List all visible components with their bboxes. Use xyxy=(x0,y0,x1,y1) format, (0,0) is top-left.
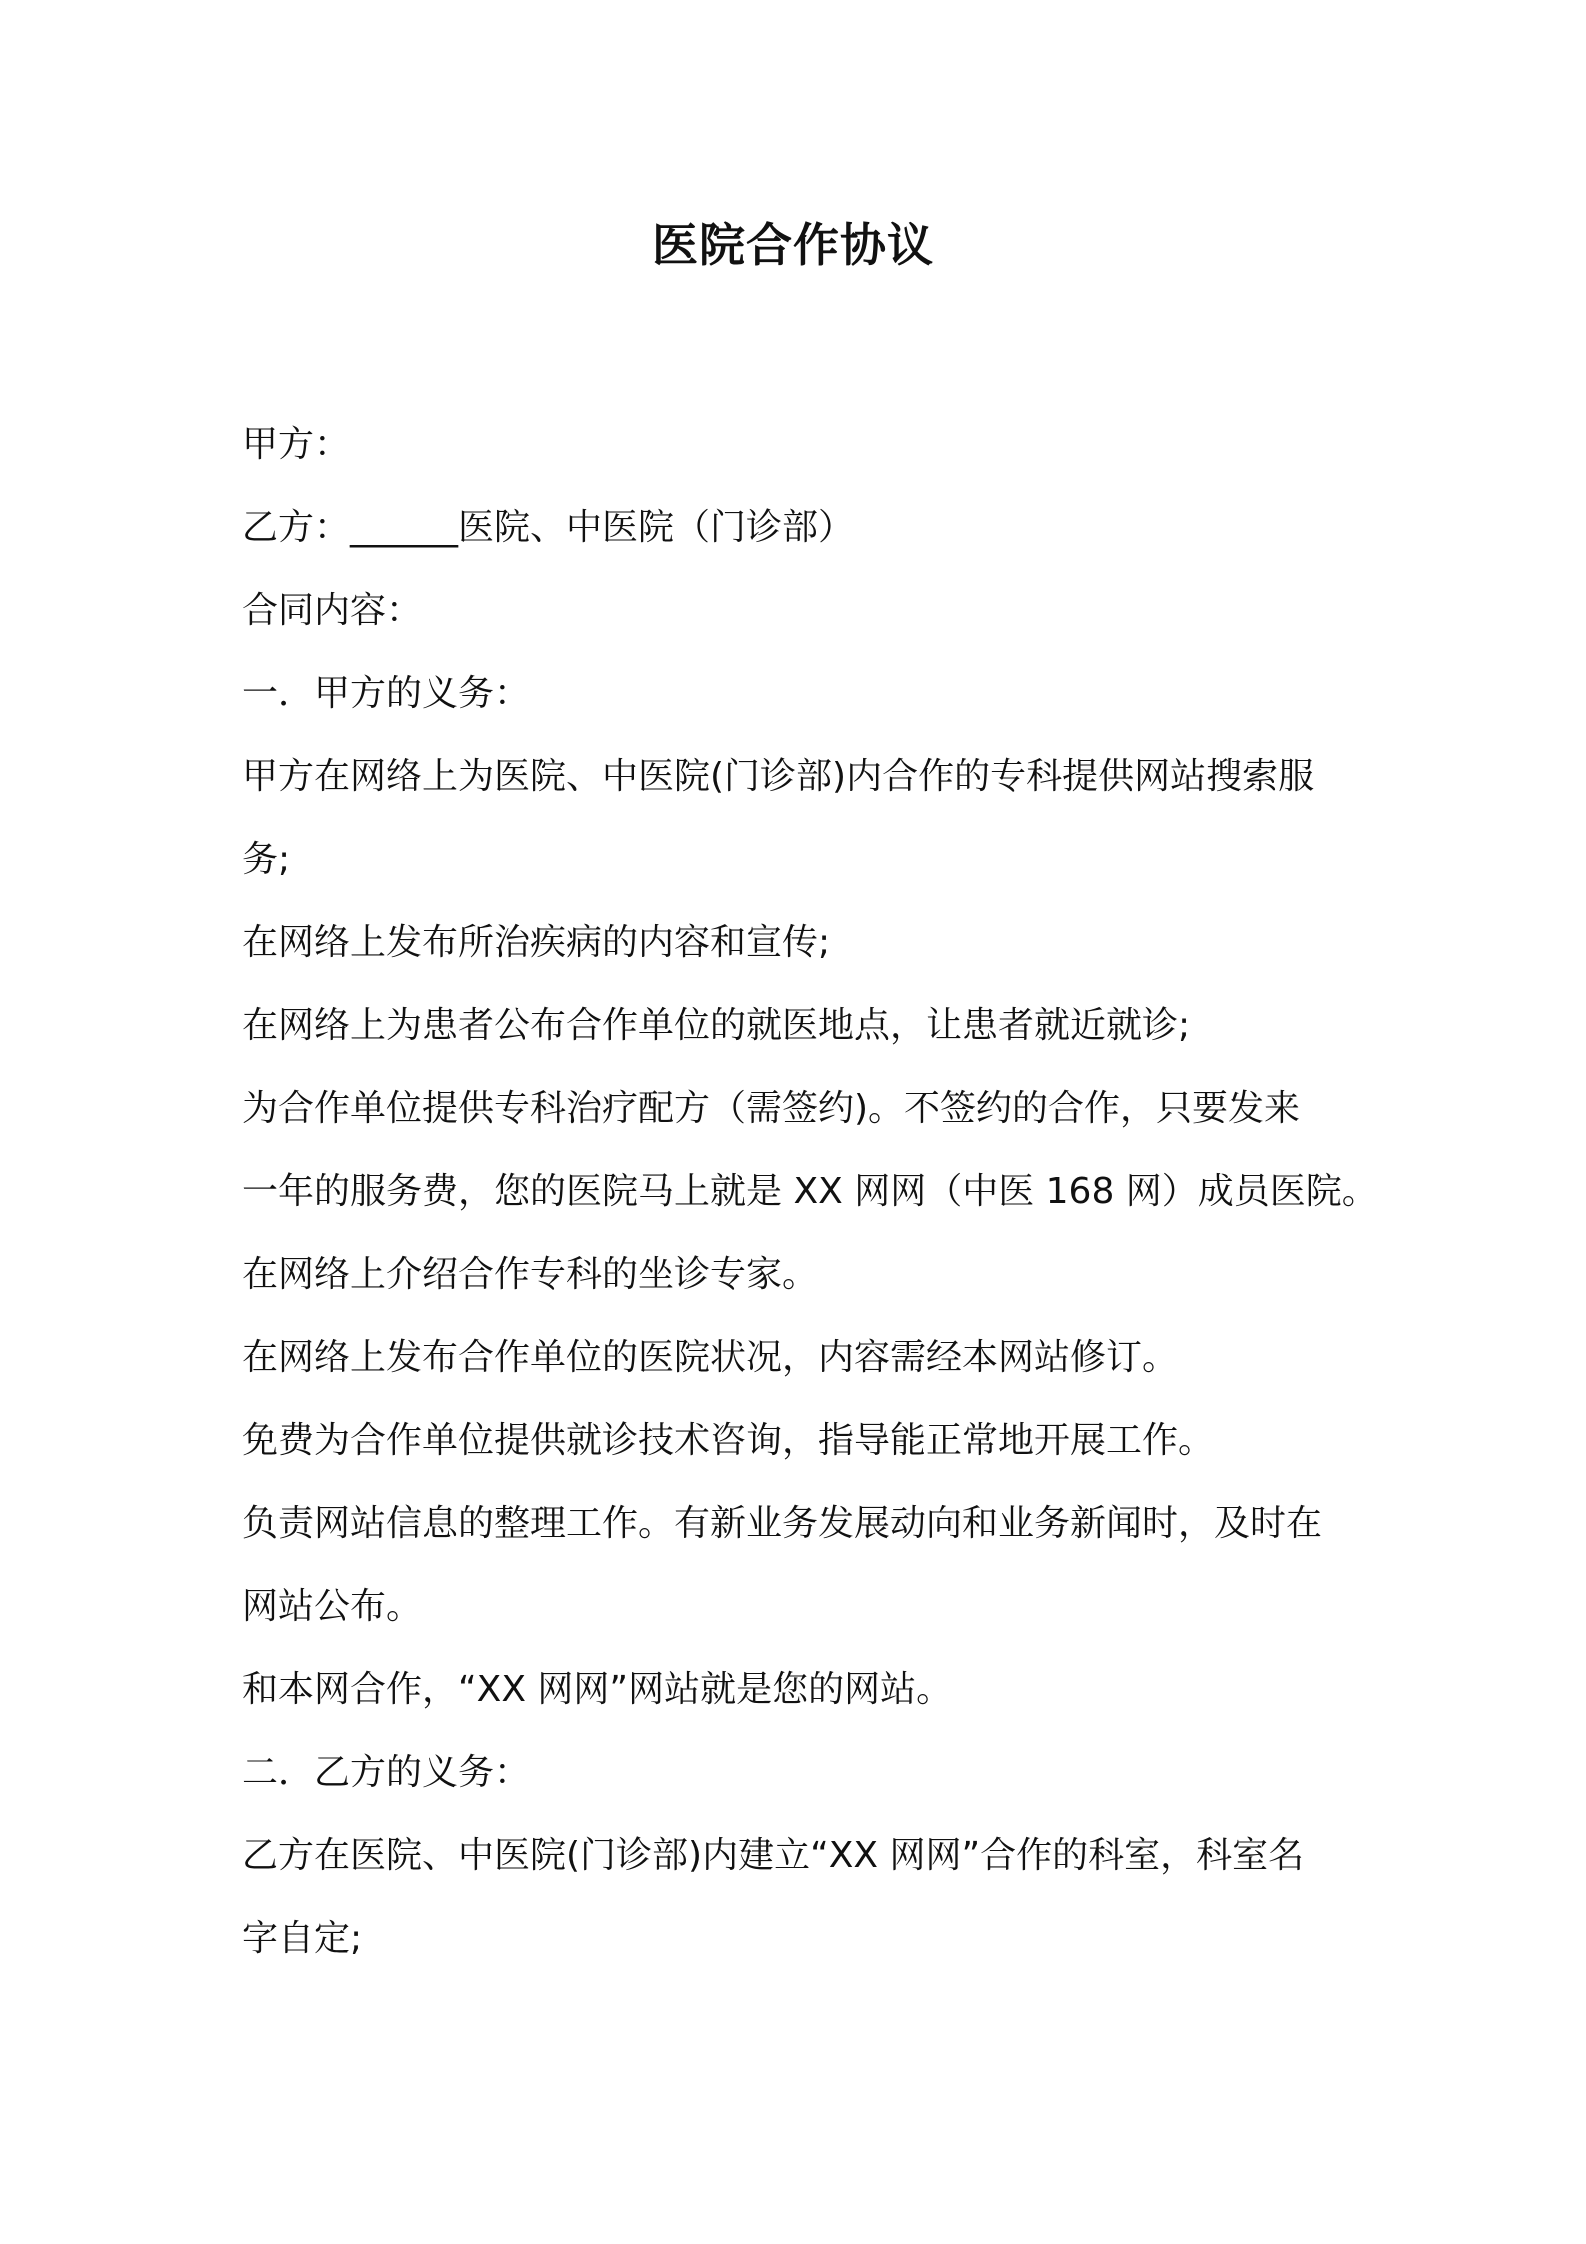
paragraph-line: 免费为合作单位提供就诊技术咨询，指导能正常地开展工作。 xyxy=(242,1420,1215,1461)
section-1-heading: 一．甲方的义务： xyxy=(242,673,531,714)
party-b-line: 乙方：______医院、中医院（门诊部） xyxy=(242,507,855,548)
paragraph-line: 为合作单位提供专科治疗配方（需签约)。不签约的合作，只要发来 xyxy=(242,1088,1301,1129)
paragraph-line: 网站公布。 xyxy=(242,1586,423,1627)
contract-content-heading: 合同内容： xyxy=(242,590,423,631)
paragraph-line: 在网络上为患者公布合作单位的就医地点，让患者就近就诊; xyxy=(242,1005,1191,1046)
paragraph-line: 乙方在医院、中医院(门诊部)内建立“XX 网网”合作的科室，科室名 xyxy=(242,1835,1305,1876)
paragraph-line: 负责网站信息的整理工作。有新业务发展动向和业务新闻时，及时在 xyxy=(242,1503,1323,1544)
document-body xyxy=(242,403,1378,1980)
paragraph-line: 和本网合作，“XX 网网”网站就是您的网站。 xyxy=(242,1669,953,1710)
paragraph-line: 一年的服务费，您的医院马上就是 XX 网网（中医 168 网）成员医院。 xyxy=(242,1171,1378,1212)
paragraph-line: 务; xyxy=(242,839,291,880)
paragraph-line: 在网络上发布所治疾病的内容和宣传; xyxy=(242,922,831,963)
party-a-line: 甲方： xyxy=(242,424,351,465)
document-title: 医院合作协议 xyxy=(652,218,934,272)
paragraph-line: 在网络上介绍合作专科的坐诊专家。 xyxy=(242,1254,819,1295)
paragraph-line: 在网络上发布合作单位的医院状况，内容需经本网站修订。 xyxy=(242,1337,1179,1378)
paragraph-line: 字自定; xyxy=(242,1918,363,1959)
section-2-heading: 二．乙方的义务： xyxy=(242,1752,531,1793)
paragraph-line: 甲方在网络上为医院、中医院(门诊部)内合作的专科提供网站搜索服 xyxy=(242,756,1315,797)
